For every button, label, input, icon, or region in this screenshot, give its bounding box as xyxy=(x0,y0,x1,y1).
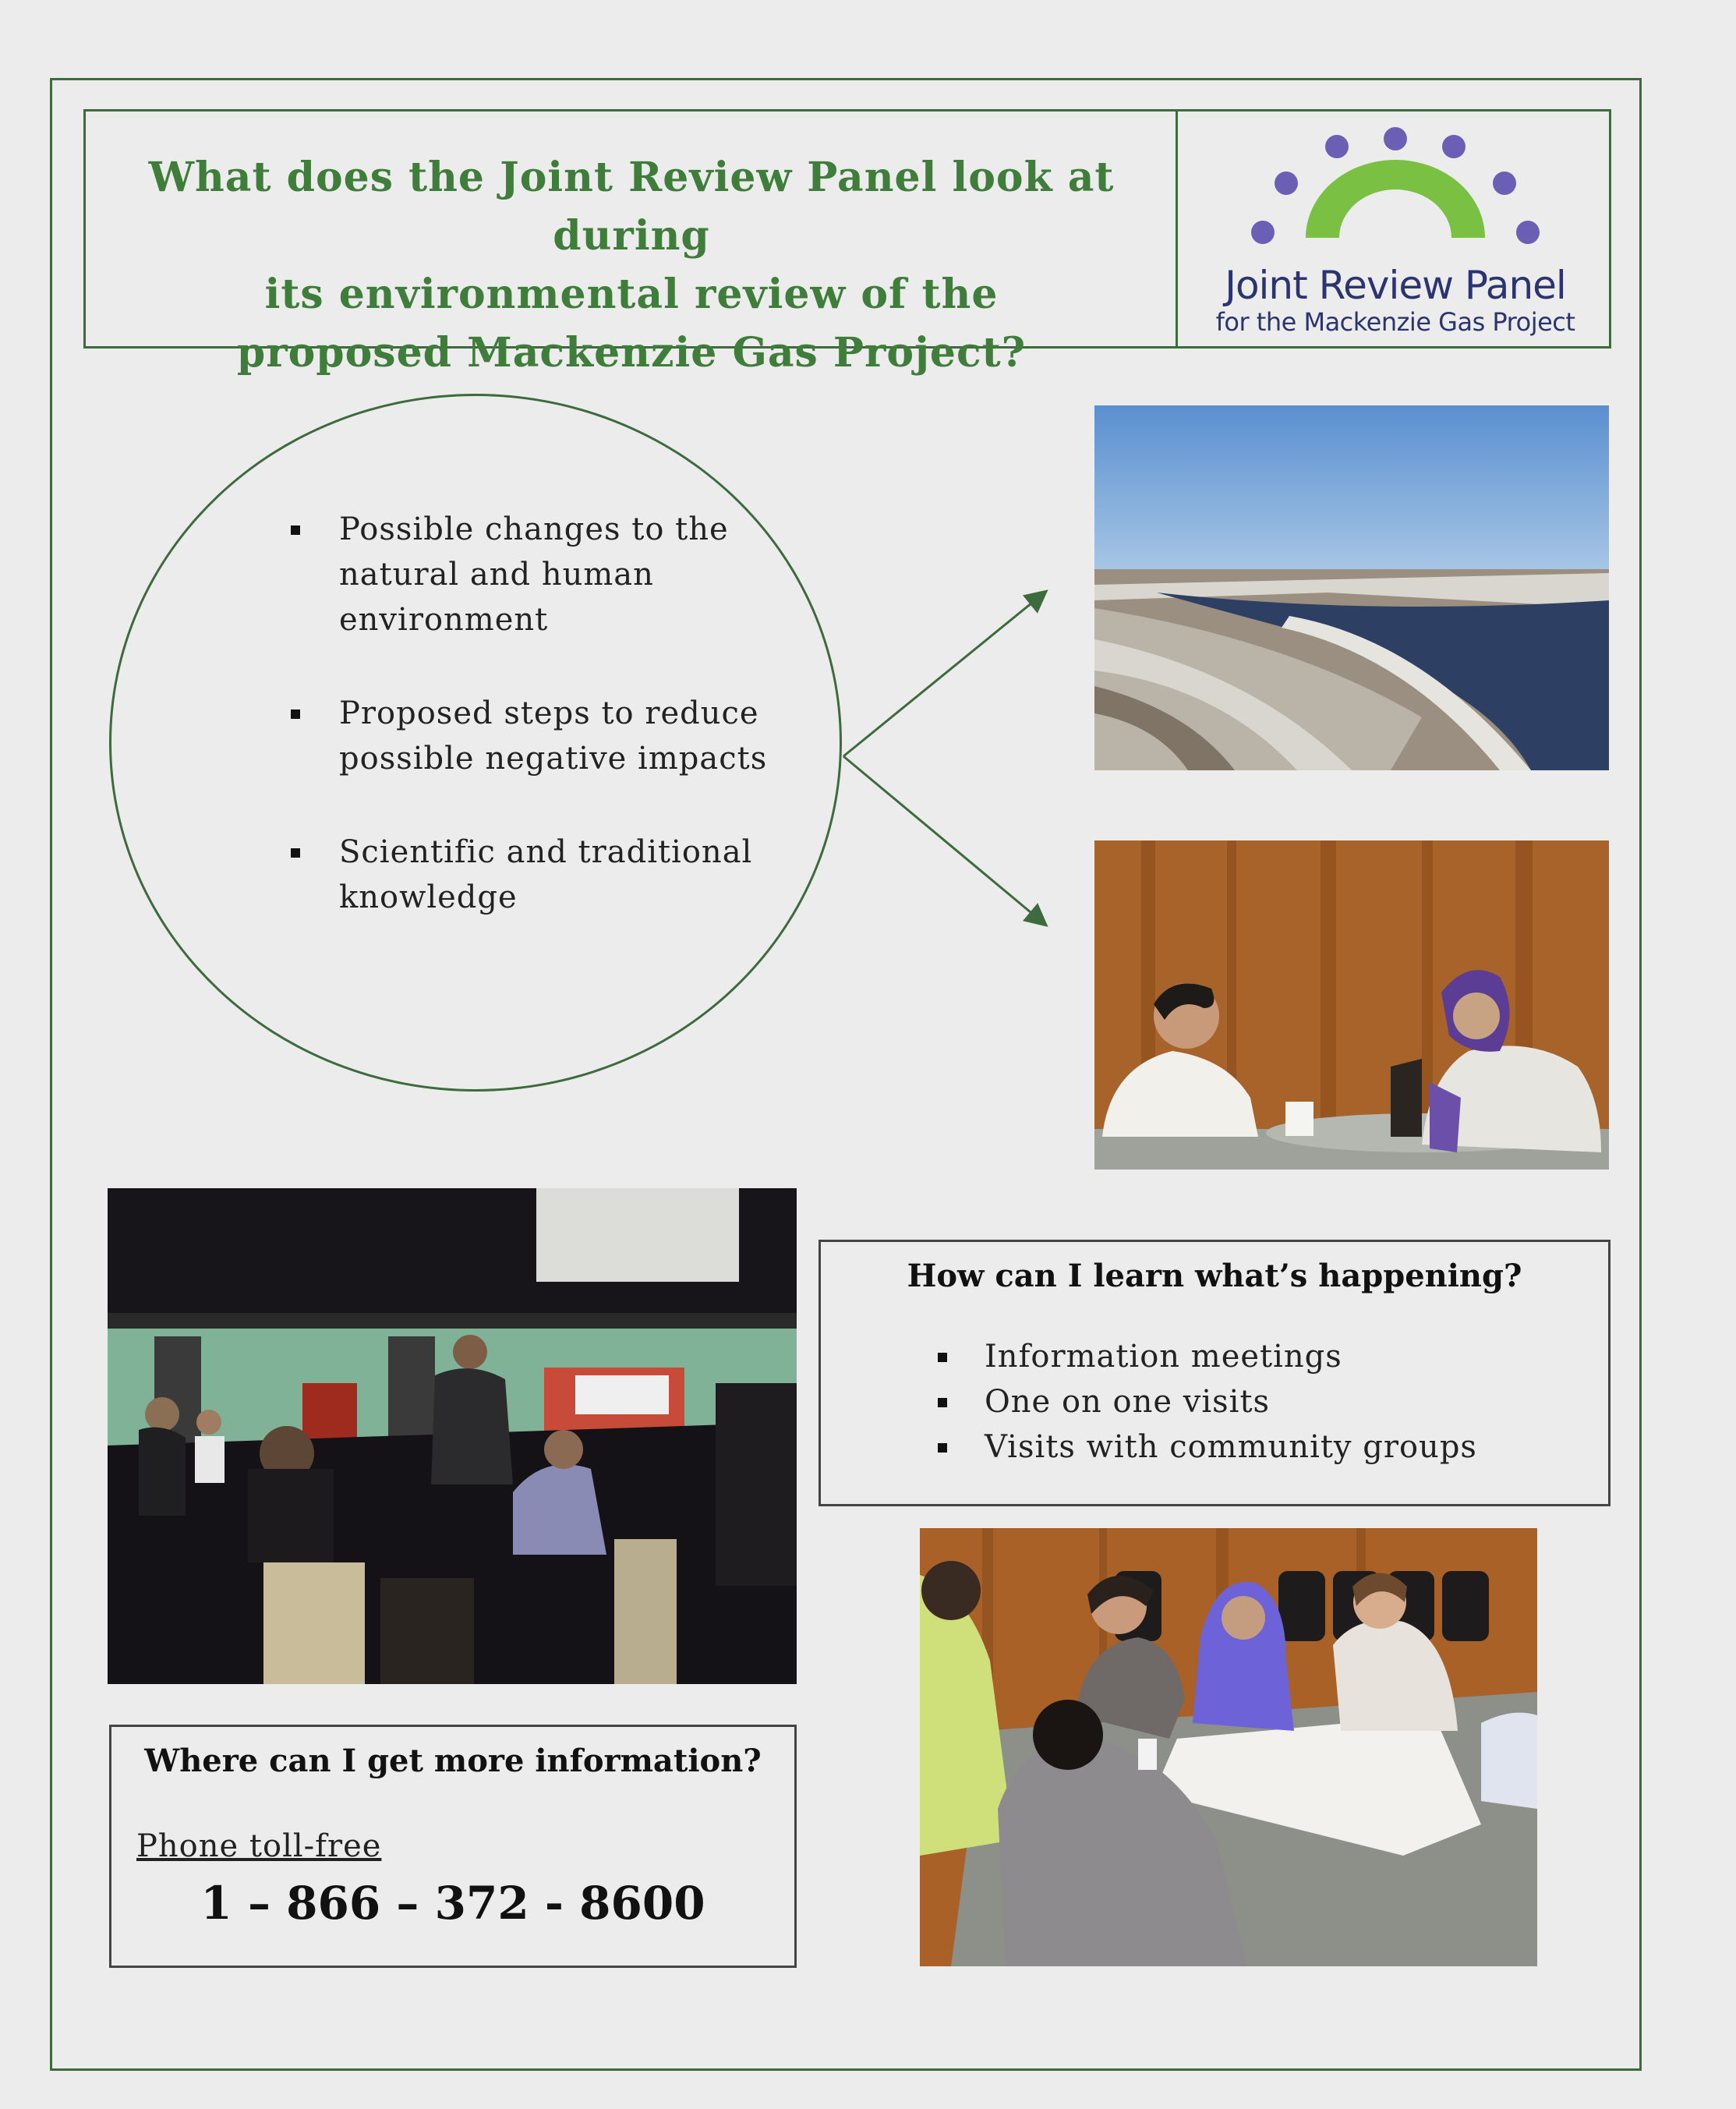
arrow-down xyxy=(843,756,1045,924)
title-line: proposed Mackenzie Gas Project? xyxy=(236,329,1027,377)
logo-text xyxy=(1193,264,1598,337)
review-list xyxy=(285,507,768,968)
community-meeting-photo xyxy=(108,1188,797,1684)
phone-label: Phone toll-free xyxy=(136,1828,382,1864)
logo-name: Joint Review Panel xyxy=(1225,263,1566,308)
learn-box xyxy=(819,1240,1610,1506)
learn-list xyxy=(938,1334,1477,1470)
title-line: What does the Joint Review Panel look at during xyxy=(148,154,1115,260)
visit-photo xyxy=(1094,840,1609,1170)
logo-subtitle: for the Mackenzie Gas Project xyxy=(1215,307,1575,337)
jrp-logo-icon xyxy=(1247,125,1543,257)
group-table-photo xyxy=(920,1528,1537,1966)
aerial-river-photo xyxy=(1094,405,1609,770)
learn-item: One on one visits xyxy=(938,1379,1477,1424)
header-divider xyxy=(1176,109,1178,349)
learn-item: Information meetings xyxy=(938,1334,1477,1379)
learn-heading: How can I learn what’s happening? xyxy=(907,1258,1522,1294)
arrows-diagram xyxy=(834,577,1068,936)
title-line: its environmental review of the xyxy=(264,271,999,318)
page-title xyxy=(109,148,1154,382)
review-item: Possible changes to the natural and human environment xyxy=(285,507,768,642)
arrow-up xyxy=(843,593,1045,756)
info-box xyxy=(109,1725,797,1968)
review-item: Scientific and traditional knowledge xyxy=(285,830,768,920)
learn-item: Visits with community groups xyxy=(938,1424,1477,1470)
review-item: Proposed steps to reduce possible negative impacts xyxy=(285,691,768,781)
phone-number[interactable]: 1 – 866 – 372 - 8600 xyxy=(200,1877,705,1930)
info-heading: Where can I get more information? xyxy=(144,1743,762,1779)
